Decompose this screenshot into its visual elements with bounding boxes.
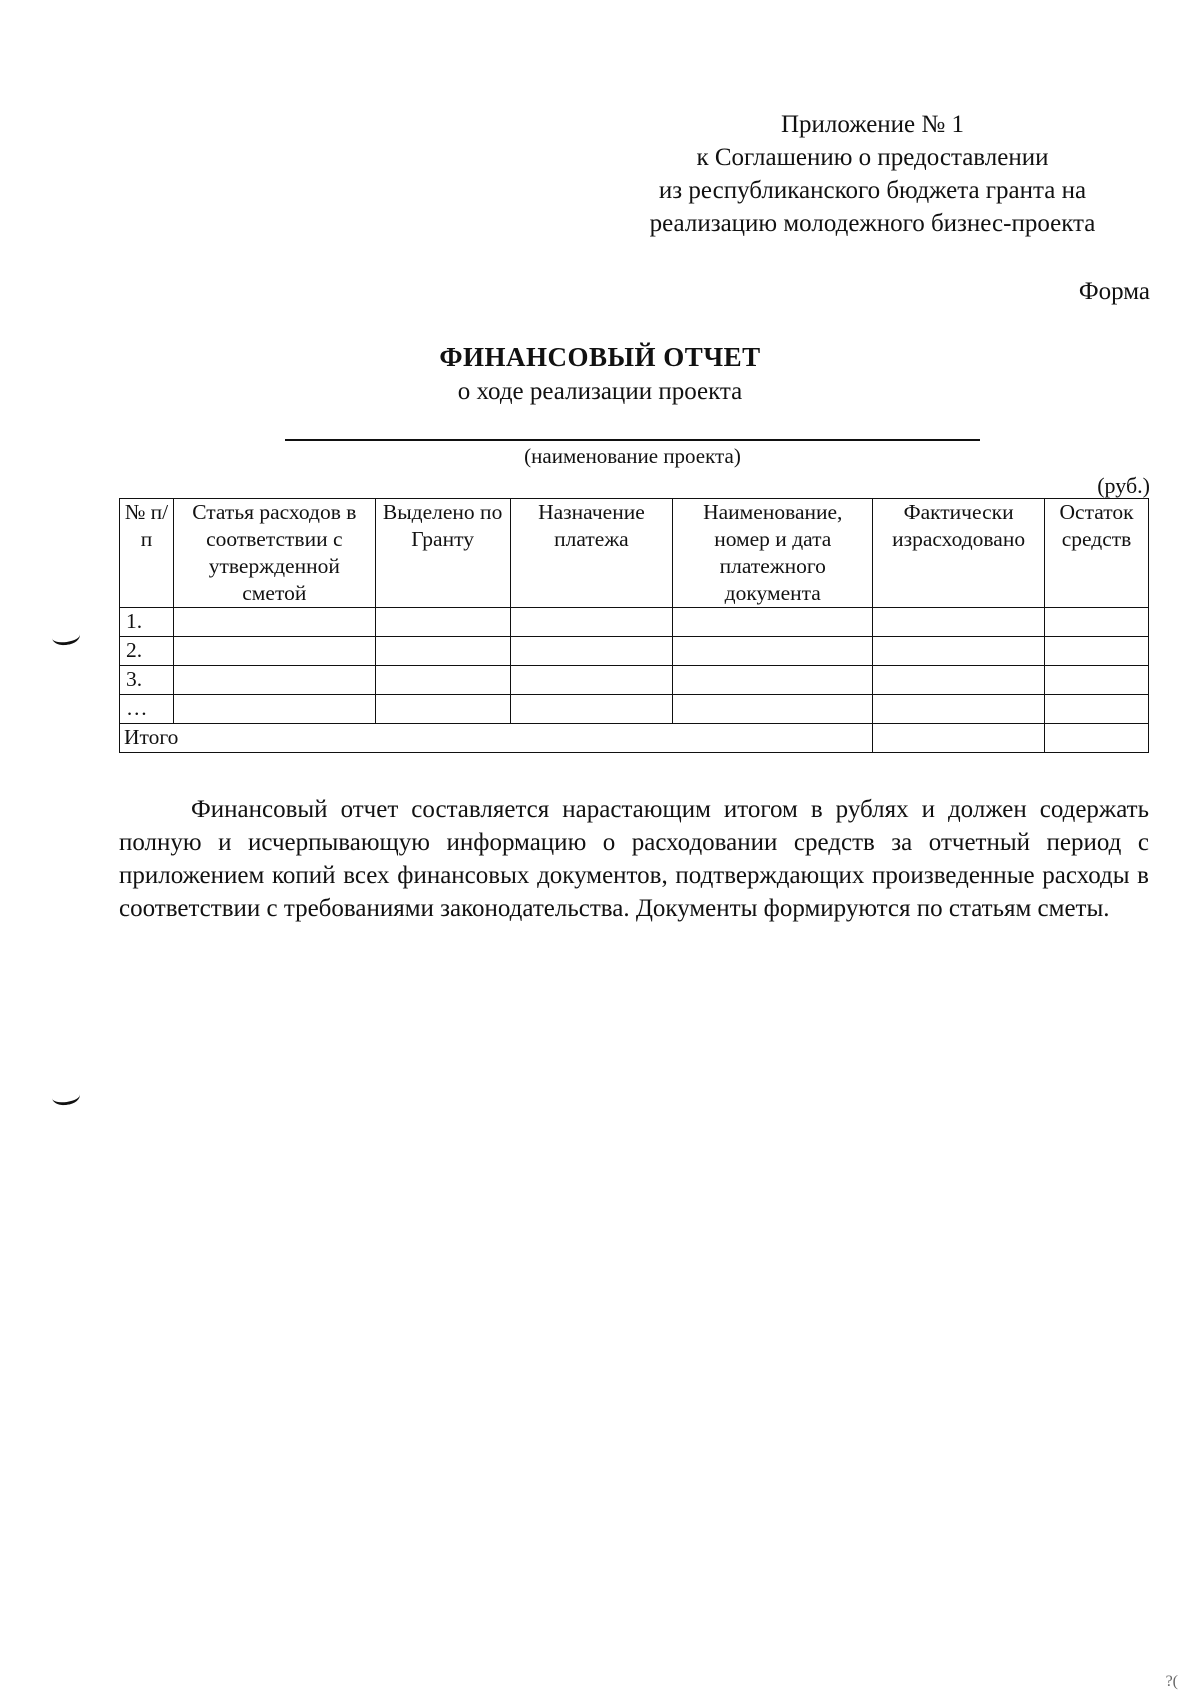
report-subtitle: о ходе реализации проекта <box>457 378 743 405</box>
header-payment-purpose: Назначение платежа <box>510 499 673 608</box>
appendix-line: реализацию молодежного бизнес-проекта <box>649 210 1096 237</box>
table-total-row <box>120 724 1149 753</box>
header-balance: Остаток средств <box>1045 499 1149 608</box>
cell <box>673 608 873 637</box>
cell <box>173 666 375 695</box>
appendix-block <box>600 108 1145 240</box>
cell <box>510 608 673 637</box>
total-label: Итого <box>120 724 873 753</box>
form-label: Форма <box>1078 278 1150 305</box>
header-payment-document: Наименование, номер и дата платежного документа <box>673 499 873 608</box>
table-row <box>120 637 1149 666</box>
cell <box>173 695 375 724</box>
cell <box>510 695 673 724</box>
appendix-line: к Соглашению о предоставлении <box>696 144 1049 171</box>
cell <box>1045 637 1149 666</box>
row-number: 1. <box>120 608 174 637</box>
scan-mark <box>51 626 81 647</box>
cell <box>873 608 1045 637</box>
cell <box>673 695 873 724</box>
header-actually-spent: Фактически израсходовано <box>873 499 1045 608</box>
cell <box>375 637 510 666</box>
cell <box>673 637 873 666</box>
cell <box>375 608 510 637</box>
header-number: № п/п <box>120 499 174 608</box>
financial-report-table <box>119 498 1149 753</box>
cell <box>375 695 510 724</box>
project-name-caption: (наименование проекта) <box>524 444 741 468</box>
report-instructions: Финансовый отчет составляется нарастающим итогом в рублях и должен содержать полную и исчерпывающую информацию о расходовании средств за отчетный период с приложением копий всех финансовых документов, подтверждающих произведенные расходы в соответствии с требованиями законодательства. Документы формируются по статьям сметы. <box>119 796 1149 922</box>
table-header-row <box>120 499 1149 608</box>
appendix-line: Приложение № 1 <box>780 111 965 138</box>
cell <box>1045 608 1149 637</box>
cell <box>173 637 375 666</box>
cell <box>673 666 873 695</box>
table-row <box>120 666 1149 695</box>
total-balance-cell <box>1045 724 1149 753</box>
cell <box>510 637 673 666</box>
cell <box>873 637 1045 666</box>
table-row <box>120 608 1149 637</box>
cell <box>1045 695 1149 724</box>
row-number: … <box>120 695 174 724</box>
appendix-line: из республиканского бюджета гранта на <box>658 177 1087 204</box>
row-number: 3. <box>120 666 174 695</box>
total-spent-cell <box>873 724 1045 753</box>
header-expense-item: Статья расходов в соответствии с утвержденной сметой <box>173 499 375 608</box>
project-name-line <box>285 439 980 441</box>
page-mark: ?( <box>1165 1673 1178 1690</box>
cell <box>510 666 673 695</box>
row-number: 2. <box>120 637 174 666</box>
table-row <box>120 695 1149 724</box>
currency-unit: (руб.) <box>1097 473 1150 498</box>
header-allocated: Выделено по Гранту <box>375 499 510 608</box>
scan-mark <box>51 1086 81 1107</box>
cell <box>375 666 510 695</box>
cell <box>1045 666 1149 695</box>
cell <box>873 695 1045 724</box>
cell <box>873 666 1045 695</box>
cell <box>173 608 375 637</box>
report-title: ФИНАНСОВЫЙ ОТЧЕТ <box>439 342 761 372</box>
